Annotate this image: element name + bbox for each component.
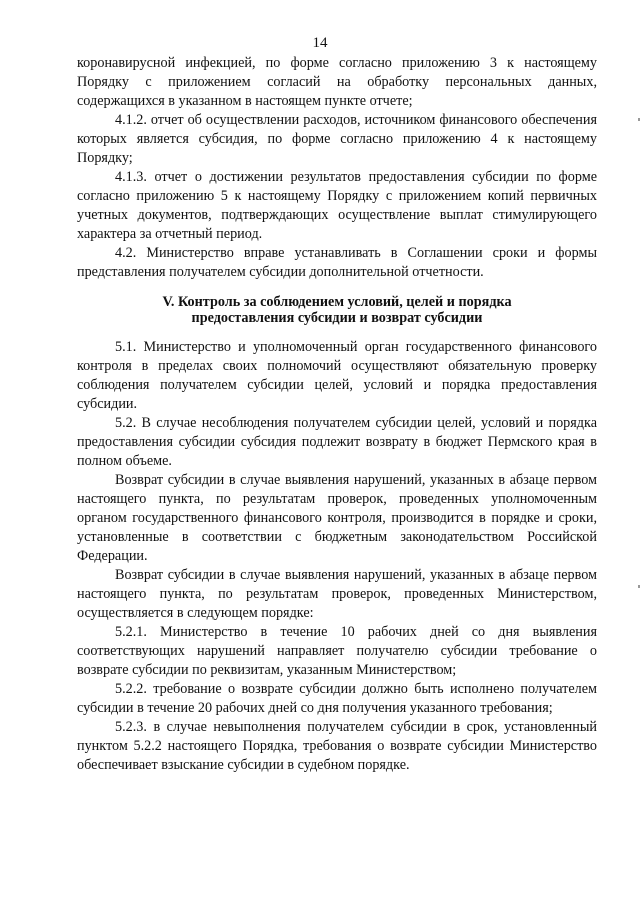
- paragraph-4-1-2: 4.1.2. отчет об осуществлении расходов, источником финансового обеспечения которых является субсидия, по форме согласно приложению 4 к настоящему Порядку;: [77, 112, 597, 166]
- paragraph-5-2-1: 5.2.1. Министерство в течение 10 рабочих дней со дня выявления соответствующих нарушений направляет получателю субсидии требование о возврате субсидии по реквизитам, указанным Министерством;: [77, 624, 597, 678]
- section-heading-line-1: V. Контроль за соблюдением условий, целей и порядка: [162, 294, 512, 310]
- section-heading: [77, 294, 597, 326]
- page-number: 14: [312, 35, 328, 51]
- paragraph-5-2-refund-ministry: Возврат субсидии в случае выявления нарушений, указанных в абзаце первом настоящего пункта, по результатам проверок, проведенных Министерством, осуществляется в следующем порядке:: [77, 567, 597, 621]
- paragraph-5-2-2: 5.2.2. требование о возврате субсидии должно быть исполнено получателем субсидии в течение 20 рабочих дней со дня получения указанного требования;: [77, 681, 597, 716]
- paragraph-continuation: коронавирусной инфекцией, по форме согласно приложению 3 к настоящему Порядку с приложением согласий на обработку персональных данных, содержащихся в указанном в настоящем пункте отчете;: [77, 55, 597, 109]
- paragraph-5-2-refund-state-control: Возврат субсидии в случае выявления нарушений, указанных в абзаце первом настоящего пункта, по результатам проверок, проведенных уполномоченным органом государственного финансового контроля, производится в порядке и сроки, установленные в соответствии с бюджетным законодательством Российской Федерации.: [77, 472, 597, 564]
- paragraph-5-2-3: 5.2.3. в случае невыполнения получателем субсидии в срок, установленный пунктом 5.2.2 настоящего Порядка, требования о возврате субсидии Министерство обеспечивает взыскание субсидии в судебном порядке.: [77, 719, 597, 773]
- paragraph-4-1-3: 4.1.3. отчет о достижении результатов предоставления субсидии по форме согласно приложению 5 к настоящему Порядку с приложением копий первичных учетных документов, подтверждающих осуществление выплат стимулирующего характера за отчетный период.: [77, 169, 597, 242]
- paragraph-4-2: 4.2. Министерство вправе устанавливать в Соглашении сроки и формы представления получателем субсидии дополнительной отчетности.: [77, 245, 597, 280]
- paragraph-5-2: 5.2. В случае несоблюдения получателем субсидии целей, условий и порядка предоставления субсидии субсидия подлежит возврату в бюджет Пермского края в полном объеме.: [77, 415, 597, 469]
- section-heading-line-2: предоставления субсидии и возврат субсидии: [191, 310, 483, 326]
- paragraph-5-1: 5.1. Министерство и уполномоченный орган государственного финансового контроля в пределах своих полномочий осуществляют обязательную проверку соблюдения получателем субсидии целей, условий и порядка предоставления субсидии.: [77, 339, 597, 412]
- document-body: [77, 54, 597, 775]
